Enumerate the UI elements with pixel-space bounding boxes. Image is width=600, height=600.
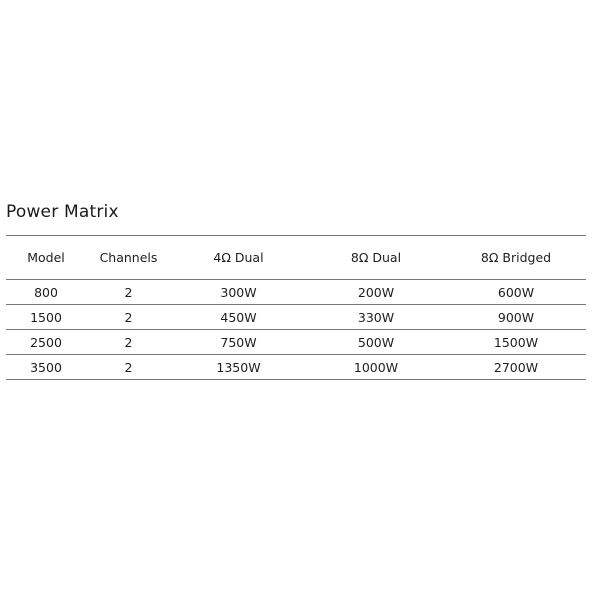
cell-8ohm-bridged: 600W — [497, 284, 535, 300]
cell-4ohm-dual: 300W — [220, 284, 257, 300]
cell-8ohm-dual: 200W — [357, 284, 395, 300]
cell-8ohm-bridged: 900W — [497, 309, 535, 325]
cell-8ohm-dual: 500W — [357, 334, 395, 350]
table-header-row — [6, 236, 586, 280]
table-row — [6, 355, 586, 380]
table-row — [6, 330, 586, 355]
cell-8ohm-bridged: 2700W — [493, 359, 539, 375]
header-8ohm-bridged: 8Ω Bridged — [480, 250, 552, 265]
cell-4ohm-dual: 1350W — [216, 359, 261, 375]
header-channels: Channels — [99, 250, 158, 265]
header-4ohm-dual: 4Ω Dual — [213, 250, 264, 265]
header-8ohm-dual: 8Ω Dual — [350, 250, 402, 265]
cell-8ohm-dual: 330W — [357, 309, 395, 325]
cell-4ohm-dual: 750W — [220, 334, 257, 350]
power-matrix-table — [6, 235, 586, 380]
cell-4ohm-dual: 450W — [220, 309, 257, 325]
cell-channels: 2 — [124, 309, 133, 325]
cell-channels: 2 — [124, 334, 133, 350]
cell-8ohm-dual: 1000W — [353, 359, 399, 375]
cell-8ohm-bridged: 1500W — [493, 334, 539, 350]
cell-model: 1500 — [30, 309, 62, 325]
cell-model: 2500 — [30, 334, 62, 350]
cell-model: 800 — [34, 284, 58, 300]
cell-channels: 2 — [124, 359, 133, 375]
table-row — [6, 280, 586, 305]
cell-model: 3500 — [30, 359, 62, 375]
header-model: Model — [27, 250, 65, 265]
table-row — [6, 305, 586, 330]
cell-channels: 2 — [124, 284, 133, 300]
page-title: Power Matrix — [6, 202, 119, 222]
